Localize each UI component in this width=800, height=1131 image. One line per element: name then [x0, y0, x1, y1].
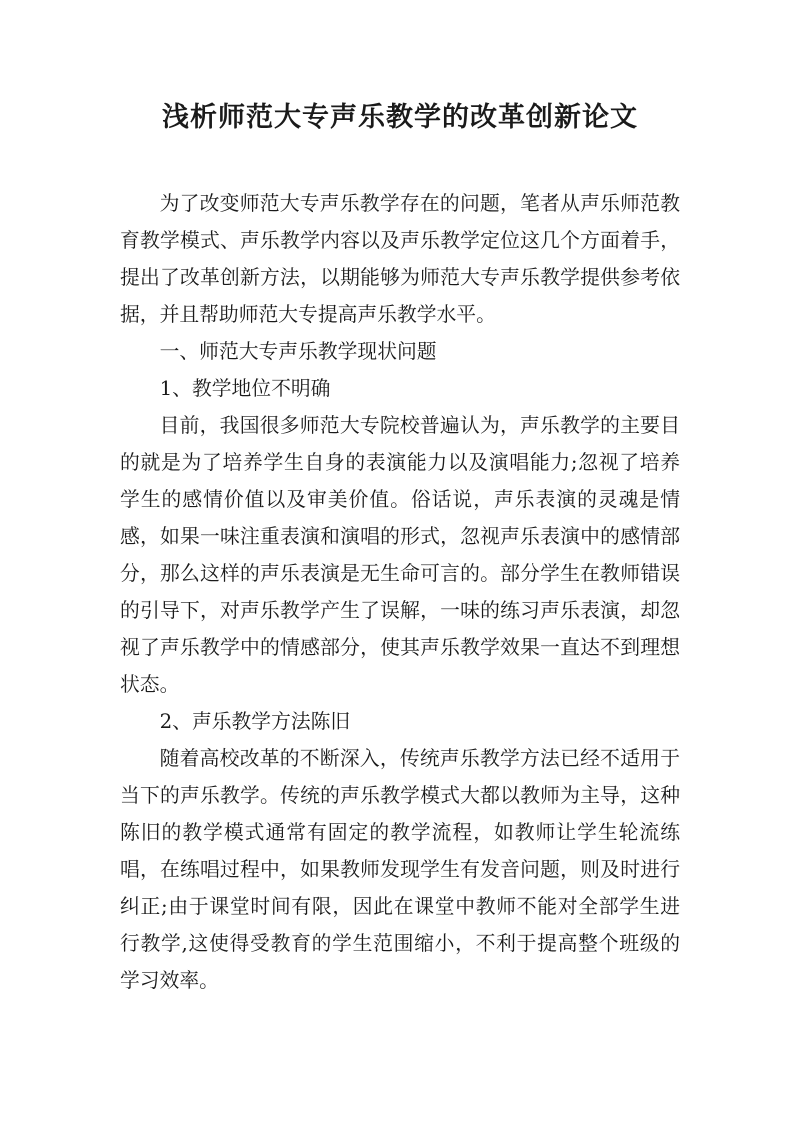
- section-heading-1: 一、师范大专声乐教学现状问题: [159, 340, 437, 363]
- subsection-heading-1: 1、教学地位不明确: [159, 377, 331, 400]
- body-paragraph-1: 目前，我国很多师范大专院校普遍认为，声乐教学的主要目的就是为了培养学生自身的表演能力以及演唱能力;忽视了培养学生的感情价值以及审美价值。俗话说，声乐表演的灵魂是情感，如果一味注重表演和演唱的形式，忽视声乐表演中的感情部分，那么这样的声乐表演是无生命可言的。部分学生在教师错误的引导下，对声乐教学产生了误解，一味的练习声乐表演，却忽视了声乐教学中的情感部分，使其声乐教学效果一直达不到理想状态。: [120, 414, 680, 696]
- document-title: 浅析师范大专声乐教学的改革创新论文: [162, 102, 638, 133]
- subsection-heading-2: 2、声乐教学方法陈旧: [159, 710, 351, 733]
- document-body: [120, 185, 680, 999]
- intro-paragraph: 为了改变师范大专声乐教学存在的问题，笔者从声乐师范教育教学模式、声乐教学内容以及声乐教学定位这几个方面着手，提出了改革创新方法，以期能够为师范大专声乐教学提供参考依据，并且帮助师范大专提高声乐教学水平。: [120, 192, 680, 326]
- body-paragraph-2: 随着高校改革的不断深入，传统声乐教学方法已经不适用于当下的声乐教学。传统的声乐教学模式大都以教师为主导，这种陈旧的教学模式通常有固定的教学流程，如教师让学生轮流练唱，在练唱过程中，如果教师发现学生有发音问题，则及时进行纠正;由于课堂时间有限，因此在课堂中教师不能对全部学生进行教学,这使得受教育的学生范围缩小，不利于提高整个班级的学习效率。: [120, 747, 680, 992]
